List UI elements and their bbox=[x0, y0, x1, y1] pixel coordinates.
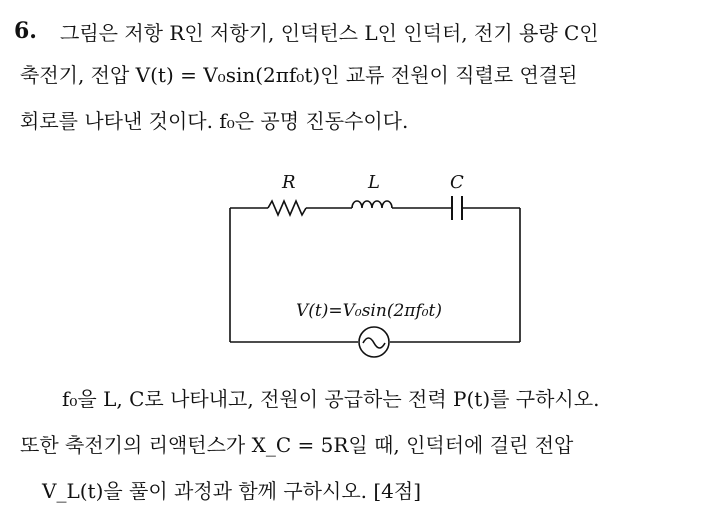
question-text-line-2: 또한 축전기의 리액턴스가 X_C = 5R일 때, 인덕터에 걸린 전압 bbox=[20, 433, 574, 457]
question-text-line-3: V_L(t)을 풀이 과정과 함께 구하시오. [4점] bbox=[42, 479, 422, 503]
circuit-diagram bbox=[210, 168, 530, 360]
problem-text-line-1: 그림은 저항 R인 저항기, 인덕턴스 L인 인덕터, 전기 용량 C인 bbox=[60, 21, 599, 45]
capacitor-label: C bbox=[450, 172, 464, 193]
inductor-symbol bbox=[352, 201, 392, 208]
problem-number: 6. bbox=[14, 18, 37, 44]
problem-text-line-3: 회로를 나타낸 것이다. f₀은 공명 진동수이다. bbox=[20, 109, 409, 133]
sine-wave-icon bbox=[363, 338, 385, 348]
resistor-symbol bbox=[268, 201, 306, 215]
source-label: V(t)=V₀sin(2πf₀t) bbox=[296, 301, 443, 321]
problem-text-line-2: 축전기, 전압 V(t) = V₀sin(2πf₀t)인 교류 전원이 직렬로 연결된 bbox=[20, 63, 578, 87]
inductor-label: L bbox=[368, 172, 380, 193]
question-text-line-1: f₀을 L, C로 나타내고, 전원이 공급하는 전력 P(t)를 구하시오. bbox=[62, 387, 600, 411]
resistor-label: R bbox=[282, 172, 296, 193]
